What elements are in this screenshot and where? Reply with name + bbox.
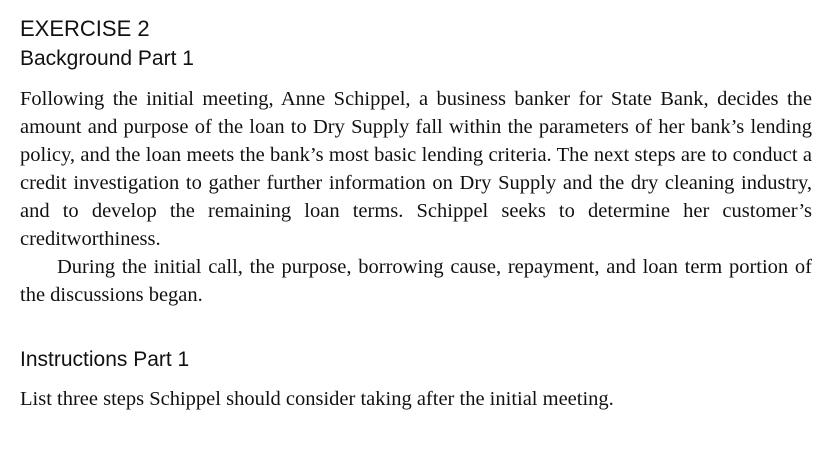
background-paragraph-2: During the initial call, the purpose, borrowing cause, repayment, and loan term portion of the discussions began.: [20, 256, 812, 306]
exercise-title: EXERCISE 2: [20, 16, 150, 41]
instructions-heading: Instructions Part 1: [20, 348, 190, 371]
background-paragraph-1: Following the initial meeting, Anne Schippel, a business banker for State Bank, decides the amount and purpose of the loan to Dry Supply fall within the parameters of her bank’s lending policy, and the loan meets the bank’s most basic lending criteria. The next steps are to conduct a credit investigation to gather further information on Dry Supply and the dry cleaning industry, and to develop the remaining loan terms. Schippel seeks to determine her customer’s creditworthiness.: [20, 88, 812, 250]
exercise-page: [20, 14, 812, 413]
background-heading: Background Part 1: [20, 47, 194, 70]
instructions-text: List three steps Schippel should consider taking after the initial meeting.: [20, 388, 614, 410]
